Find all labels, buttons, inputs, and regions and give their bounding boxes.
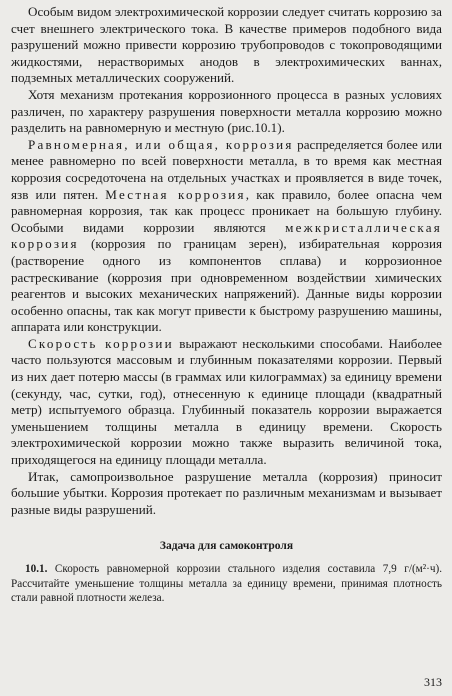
task-body: Скорость равномерной коррозии стального изделия составила 7,9 г/(м²·ч). Рассчитайте уменьшение толщины металла за единицу времени, принимая плотность стали равной плотности железа. xyxy=(11,563,442,605)
text-run: , как правило, более опасна чем равномерная коррозия, так как процесс проникает на большую глубину. Особыми видами коррозии являются xyxy=(11,186,443,235)
text-run: Особым видом электрохимической коррозии следует считать коррозию за счет внешнего электрического тока. В качестве примеров подобного вида разрушений можно привести коррозию трубопроводов с токопроводящими жидкостями, нерастворимых анодов в электрохимических ваннах, подземных металлических сооружений. xyxy=(11,4,442,86)
text-run: выражают несколькими способами. Наиболее часто пользуются массовым и глубинным показателями коррозии. Первый из них дает потерю массы (в граммах или килограммах) за единицу времени (секунду, час, сутки, год), отнесенную к единице площади (квадратный метр) испытуемого образца. Глубинный показатель коррозии выражается уменьшением толщины металла в единицу времени. Скорость электрохимической коррозии можно также выразить величиной тока, приходящегося на единицу площади металла. xyxy=(11,335,442,468)
text-run: (коррозия по границам зерен), избирательная коррозия (растворение одного из компонентов сплава) и коррозионное растрескивание (коррозия при одновременном воздействии химических реагентов и высоких механических напряжений). Данные виды коррозии особенно опасны, так как могут привести к быстрому разрушению машины, аппарата или конструкции. xyxy=(11,236,442,335)
task-text xyxy=(11,562,442,605)
text-run: Итак, самопроизвольное разрушение металла (коррозия) приносит большие убытки. Коррозия протекает по различным механизмам и вызывает разные виды разрушений. xyxy=(11,468,442,517)
paragraph xyxy=(11,336,442,469)
paragraph xyxy=(11,469,442,519)
paragraph xyxy=(11,87,442,137)
paragraph xyxy=(11,137,442,336)
task-number: 10.1. xyxy=(25,563,48,576)
body-text xyxy=(11,4,442,518)
spaced-term: Равномерная, или общая, коррозия xyxy=(28,136,294,152)
page-number: 313 xyxy=(424,675,442,689)
spaced-term: Скорость коррозии xyxy=(28,335,174,351)
spaced-term: межкристаллическая коррозия xyxy=(11,219,442,252)
text-run: распределяется более или менее равномерно по всей поверхности металла, в то время как местная коррозия сосредоточена на отдельных участках и проявляется в виде точек, язв или пятен. xyxy=(11,136,443,202)
paragraph xyxy=(11,4,442,87)
text-run: Хотя механизм протекания коррозионного процесса в разных условиях различен, по характеру разрушения поверхности металла коррозию можно разделить на равномерную и местную (рис.10.1). xyxy=(11,86,442,136)
spaced-term: Местная коррозия xyxy=(105,186,246,202)
task-heading: Задача для самоконтроля xyxy=(159,540,294,553)
